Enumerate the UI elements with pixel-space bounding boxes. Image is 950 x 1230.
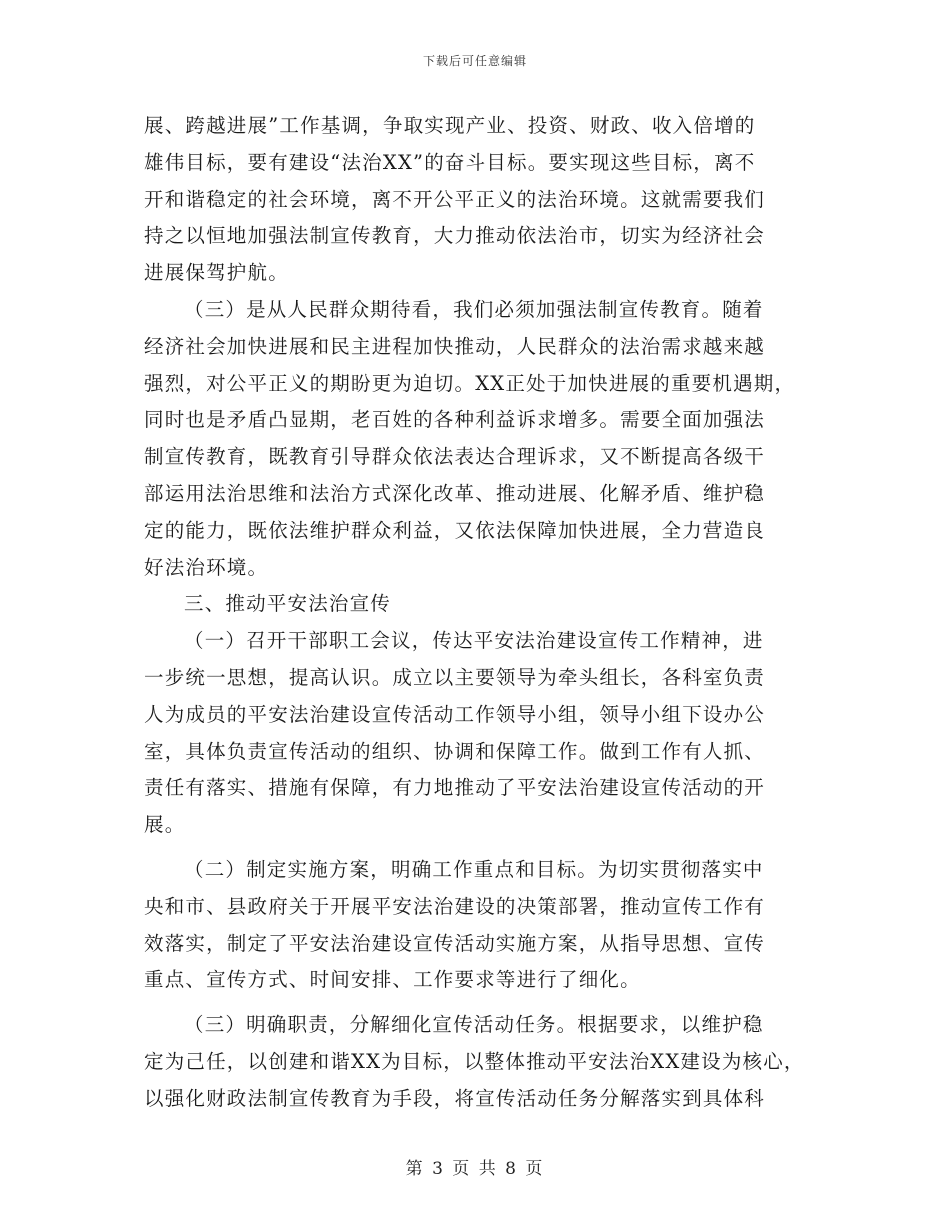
body-line: 同时也是矛盾凸显期，老百姓的各种利益诉求增多。需要全面加强法: [144, 408, 766, 432]
body-line: （一）召开干部职工会议，传达平安法治建设宣传工作精神，进: [184, 629, 764, 653]
body-line: 定为己任，以创建和谐XX为目标，以整体推动平安法治XX建设为核心，: [144, 1049, 805, 1073]
body-line: 展。: [144, 813, 186, 837]
body-line: 央和市、县政府关于开展平安法治建设的决策部署，推动宣传工作有: [144, 894, 766, 918]
page-header: 下载后可任意编辑: [422, 54, 527, 68]
body-line: 展、跨越进展”工作基调，争取实现产业、投资、财政、收入倍增的: [144, 114, 756, 137]
body-line: （三）明确职责，分解细化宣传活动任务。根据要求，以维护稳: [184, 1013, 764, 1037]
body-line: 开和谐稳定的社会环境，离不开公平正义的法治环境。这就需要我们: [144, 187, 766, 211]
body-line: （三）是从人民群众期待看，我们必须加强法制宣传教育。随着: [184, 297, 764, 321]
body-line: 效落实，制定了平安法治建设宣传活动实施方案，从指导思想、宣传: [144, 931, 766, 955]
body-line: 责任有落实、措施有保障，有力地推动了平安法治建设宣传活动的开: [144, 776, 766, 800]
body-line: 一步统一思想，提高认识。成立以主要领导为牵头组长，各科室负责: [144, 665, 766, 689]
body-line: （二）制定实施方案，明确工作重点和目标。为切实贯彻落实中: [184, 857, 764, 881]
body-line: 制宣传教育，既教育引导群众依法表达合理诉求，又不断提高各级干: [144, 445, 766, 469]
body-line: 重点、宣传方式、时间安排、工作要求等进行了细化。: [144, 968, 641, 992]
body-line: 持之以恒地加强法制宣传教育，大力推动依法治市，切实为经济社会: [144, 224, 766, 248]
body-line: 以强化财政法制宣传教育为手段，将宣传活动任务分解落实到具体科: [144, 1086, 766, 1110]
body-line: 经济社会加快进展和民主进程加快推动，人民群众的法治需求越来越: [144, 334, 766, 358]
body-line: 人为成员的平安法治建设宣传活动工作领导小组，领导小组下设办公: [144, 702, 766, 726]
body-line: 强烈，对公平正义的期盼更为迫切。XX正处于加快进展的重要机遇期，: [144, 371, 796, 395]
body-line: 部运用法治思维和法治方式深化改革、推动进展、化解矛盾、维护稳: [144, 481, 766, 505]
body-line: 雄伟目标，要有建设“法治XX”的奋斗目标。要实现这些目标，离不: [144, 150, 756, 174]
page-number-footer: 第 3 页 共 8 页: [405, 1159, 545, 1179]
body-line: 室，具体负责宣传活动的组织、协调和保障工作。做到工作有人抓、: [144, 739, 766, 763]
body-line: 定的能力，既依法维护群众利益，又依法保障加快进展，全力营造良: [144, 518, 766, 542]
body-line: 进展保驾护航。: [144, 261, 289, 285]
section-heading: 三、推动平安法治宣传: [184, 592, 392, 616]
body-line: 好法治环境。: [144, 555, 269, 579]
document-body: [144, 108, 808, 1118]
